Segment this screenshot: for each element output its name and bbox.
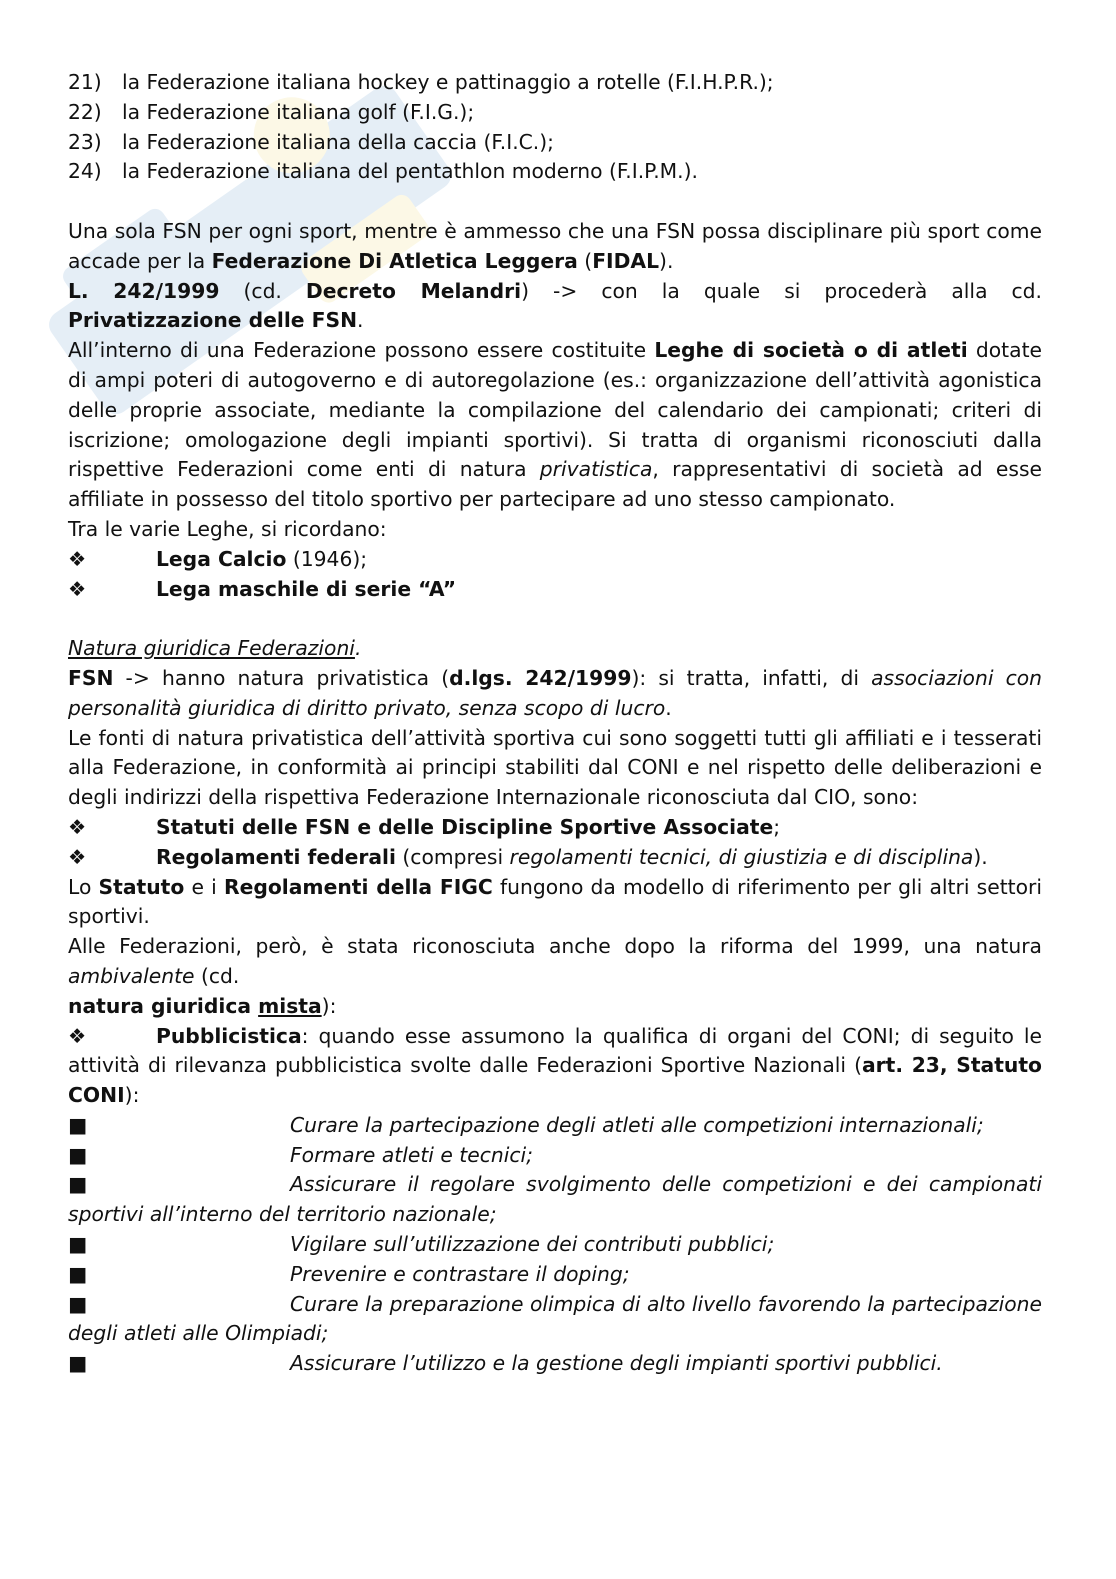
paragraph-legge-242: L. 242/1999 (cd. Decreto Melandri) -> con la quale si procederà alla cd. [68,278,1043,303]
list-item: ❖ Statuti delle FSN e delle Discipline Sportive Associate; [68,813,1042,843]
federazioni-list [68,68,1042,187]
list-text: la Federazione italiana del pentathlon moderno (F.I.P.M.). [122,159,698,184]
list-item: ■ Assicurare l’utilizzo e la gestione degli impianti sportivi pubblici. [68,1349,1042,1379]
paragraph-leghe-intro: Tra le varie Leghe, si ricordano: [68,516,387,541]
list-item: ❖ Regolamenti federali (compresi regolamenti tecnici, di giustizia e di disciplina). [68,843,1042,873]
list-item [68,128,1042,158]
paragraph-mista: natura giuridica mista): [68,993,337,1018]
list-item: ■ Curare la preparazione olimpica di alto livello favorendo la partecipazione degli atleti alle Olimpiadi; [68,1291,1042,1346]
section-title: Natura giuridica Federazioni. [68,636,362,661]
diamond-bullet-icon: ❖ [68,844,87,869]
paragraph-ambivalente: Alle Federazioni, però, è stata riconosciuta anche dopo la riforma del 1999, una natura ambivalente (cd. [68,934,1042,988]
diamond-bullet-icon: ❖ [68,576,87,601]
list-item: ❖ Pubblicistica: quando esse assumono la qualifica di organi del CONI; di seguito le attività di rilevanza pubblicistica svolte dalle Federazioni Sportive Nazionali (art. 23, Statuto CONI): [68,1023,1042,1108]
list-item [68,98,1042,128]
list-text: la Federazione italiana golf (F.I.G.); [122,99,475,124]
diamond-bullet-icon: ❖ [68,1023,87,1048]
list-item: ❖ Lega Calcio (1946); [68,545,1042,575]
square-bullet-icon: ■ [68,1142,88,1167]
paragraph-figc: Lo Statuto e i Regolamenti della FIGC fungono da modello di riferimento per gli altri settori sportivi. [68,874,1042,929]
list-item: ❖ Lega maschile di serie “A” [68,575,1042,605]
square-bullet-icon: ■ [68,1172,88,1197]
list-number: 24) [68,159,102,184]
diamond-bullet-icon: ❖ [68,546,87,571]
paragraph-leghe: All’interno di una Federazione possono essere costituite Leghe di società o di atleti dotate di ampi poteri di autogoverno e di autoregolazione (es.: organizzazione dell’attività agonistica delle proprie associate, mediante la compilazione del calendario dei campionati; criteri di iscrizione; omologazione degli impianti sportivi). Si tratta di organismi riconosciuti dalla rispettive Federazioni come enti di natura privatistica, rappresentativi di società ad esse affiliate in possesso del titolo sportivo per partecipare ad uno stesso campionato. [68,338,1042,512]
list-item: ■ Vigilare sull’utilizzazione dei contributi pubblici; [68,1230,1042,1260]
list-text: la Federazione italiana hockey e pattinaggio a rotelle (F.I.H.P.R.); [122,70,774,94]
list-item [68,68,1042,98]
paragraph-fsn-sport: Una sola FSN per ogni sport, mentre è ammesso che una FSN possa disciplinare più sport come accade per la Federazione Di Atletica Leggera (FIDAL). [68,218,1042,273]
list-number: 23) [68,129,102,154]
paragraph-privatizzazione: Privatizzazione delle FSN. [68,308,364,333]
list-item: ■ Formare atleti e tecnici; [68,1141,1042,1171]
document-page [68,68,1042,1379]
square-bullet-icon: ■ [68,1291,88,1316]
list-item: ■ Assicurare il regolare svolgimento delle competizioni e dei campionati sportivi all’interno del territorio nazionale; [68,1172,1042,1227]
square-bullet-icon: ■ [68,1232,88,1257]
list-item: ■ Curare la partecipazione degli atleti alle competizioni internazionali; [68,1111,1042,1141]
list-item [68,157,1042,187]
list-number: 22) [68,99,102,124]
paragraph-fsn-natura: FSN -> hanno natura privatistica (d.lgs. 242/1999): si tratta, infatti, di associazioni con personalità giuridica di diritto privato, senza scopo di lucro. [68,665,1042,720]
square-bullet-icon: ■ [68,1261,88,1286]
diamond-bullet-icon: ❖ [68,814,87,839]
paragraph-fonti: Le fonti di natura privatistica dell’attività sportiva cui sono soggetti tutti gli affiliati e i tesserati alla Federazione, in conformità ai principi stabiliti dal CONI e nel rispetto delle deliberazioni e degli indirizzi della rispettiva Federazione Internazionale riconosciuta dal CIO, sono: [68,725,1042,810]
list-number: 21) [68,70,102,94]
list-item: ■ Prevenire e contrastare il doping; [68,1260,1042,1290]
list-text: la Federazione italiana della caccia (F.I.C.); [122,129,555,154]
square-bullet-icon: ■ [68,1351,88,1376]
square-bullet-icon: ■ [68,1112,88,1137]
